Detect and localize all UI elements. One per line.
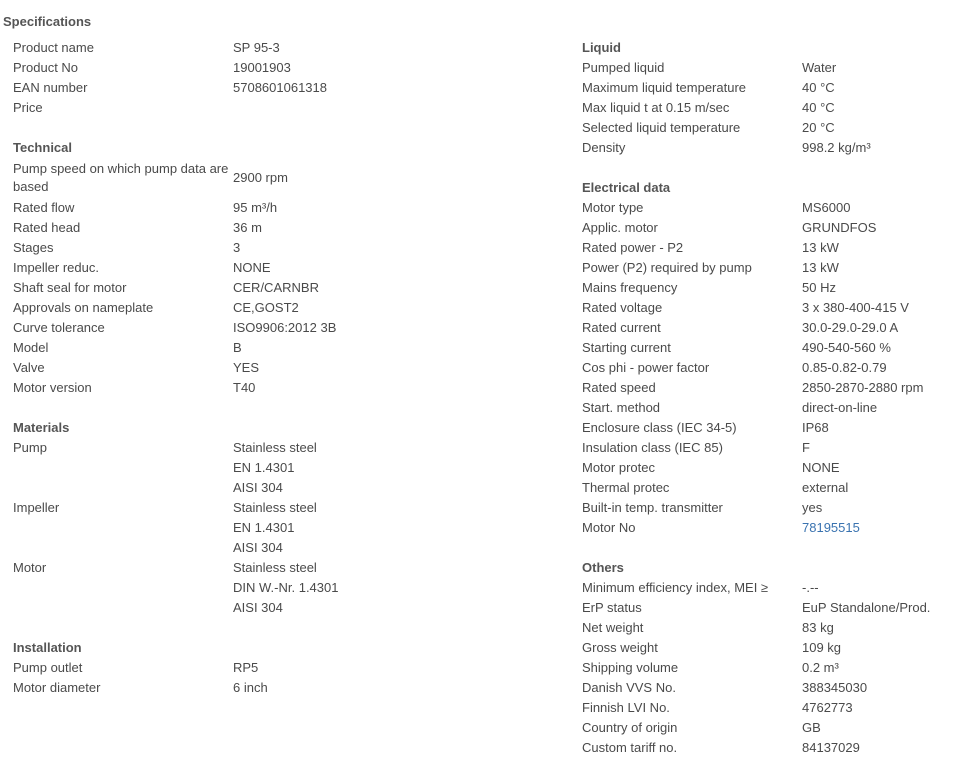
spec-label: Rated power - P2: [582, 240, 684, 255]
spec-label: Motor version: [13, 380, 92, 395]
spec-row-cos-phi-power-factor: [582, 358, 957, 378]
spec-row-motor-no: [582, 518, 957, 538]
spec-values: [802, 198, 850, 218]
spec-row-pump-outlet: [13, 658, 553, 678]
spec-row-country-of-origin: [582, 718, 957, 738]
spec-row-power-p2-required-by-pump: [582, 258, 957, 278]
spec-label: Pump: [13, 440, 47, 455]
spec-value: CER/CARNBR: [233, 280, 319, 295]
spec-values: [802, 378, 923, 398]
spec-row-max-liquid-t-at-0-15-m-sec: [582, 98, 957, 118]
spec-value: [233, 98, 237, 118]
spec-label: Cos phi - power factor: [582, 360, 710, 375]
spec-row-pump: [13, 438, 553, 498]
spec-values: [233, 498, 317, 558]
spec-values: [233, 198, 277, 218]
spec-value: 6 inch: [233, 680, 268, 695]
spec-value-link[interactable]: 78195515: [802, 520, 860, 535]
spec-row-motor-type: [582, 198, 957, 218]
spec-value: 40 °C: [802, 100, 835, 115]
spec-label: Model: [13, 340, 49, 355]
section-heading-others: Others: [582, 560, 624, 575]
spec-row-gross-weight: [582, 638, 957, 658]
spec-row-custom-tariff-no: [582, 738, 957, 758]
spec-label: Start. method: [582, 400, 661, 415]
spec-label: Price: [13, 100, 43, 115]
spec-values: [233, 678, 268, 698]
section-spacer: [13, 618, 553, 638]
right-column: [582, 38, 957, 758]
spec-row-impeller-reduc: [13, 258, 553, 278]
spec-row-selected-liquid-temperature: [582, 118, 957, 138]
spec-row-price: [13, 98, 553, 118]
spec-values: [802, 318, 898, 338]
spec-row-ean-number: [13, 78, 553, 98]
spec-value: AISI 304: [233, 600, 283, 615]
spec-row-rated-power-p2: [582, 238, 957, 258]
spec-value: yes: [802, 500, 823, 515]
spec-values: [233, 438, 317, 498]
spec-label: Shaft seal for motor: [13, 280, 127, 295]
spec-value: CE,GOST2: [233, 300, 299, 315]
spec-label: Rated head: [13, 220, 81, 235]
spec-values: [233, 338, 242, 358]
spec-row-pump-speed-on-which-pump-data-are-based: [13, 158, 553, 198]
spec-values: [233, 238, 240, 258]
spec-row-danish-vvs-no: [582, 678, 957, 698]
spec-value: 3: [233, 240, 241, 255]
spec-value: 36 m: [233, 220, 262, 235]
spec-row-approvals-on-nameplate: [13, 298, 553, 318]
spec-label: Product name: [13, 40, 94, 55]
spec-values: [233, 378, 255, 398]
spec-row-minimum-efficiency-index-mei: [582, 578, 957, 598]
spec-row-built-in-temp-transmitter: [582, 498, 957, 518]
spec-values: [802, 98, 835, 118]
spec-value: ISO9906:2012 3B: [233, 320, 337, 335]
spec-label: Shipping volume: [582, 660, 679, 675]
spec-label: Gross weight: [582, 640, 658, 655]
spec-value: F: [802, 440, 810, 455]
spec-value: GRUNDFOS: [802, 220, 877, 235]
section-heading-technical: Technical: [13, 140, 73, 155]
spec-label: Net weight: [582, 620, 644, 635]
spec-value: 30.0-29.0-29.0 A: [802, 320, 899, 335]
spec-value: Water: [802, 60, 837, 75]
section-spacer: [13, 398, 553, 418]
spec-values: [802, 398, 877, 418]
spec-value: 13 kW: [802, 260, 839, 275]
spec-value: EN 1.4301: [233, 460, 295, 475]
spec-values: [802, 738, 860, 758]
spec-values: [802, 658, 839, 678]
spec-value: Stainless steel: [233, 500, 317, 515]
spec-label: ErP status: [582, 600, 642, 615]
spec-label: Valve: [13, 360, 45, 375]
spec-value: 40 °C: [802, 80, 835, 95]
spec-label: Mains frequency: [582, 280, 678, 295]
spec-values: [802, 338, 891, 358]
spec-values: [802, 238, 839, 258]
spec-label: Danish VVS No.: [582, 680, 676, 695]
spec-row-pumped-liquid: [582, 58, 957, 78]
section-heading-installation: Installation: [13, 640, 82, 655]
spec-values: [802, 118, 835, 138]
spec-values: [802, 258, 839, 278]
spec-values: [233, 318, 336, 338]
spec-row-shaft-seal-for-motor: [13, 278, 553, 298]
spec-value: external: [802, 480, 849, 495]
spec-row-curve-tolerance: [13, 318, 553, 338]
spec-row-finnish-lvi-no: [582, 698, 957, 718]
spec-row-rated-voltage: [582, 298, 957, 318]
spec-label: Approvals on nameplate: [13, 300, 154, 315]
spec-value: GB: [802, 720, 821, 735]
spec-row-motor-diameter: [13, 678, 553, 698]
spec-label: Thermal protec: [582, 480, 670, 495]
spec-row-motor: [13, 558, 553, 618]
spec-label: Max liquid t at 0.15 m/sec: [582, 100, 730, 115]
spec-values: [802, 578, 819, 598]
spec-values: [802, 698, 853, 718]
spec-label: Pump outlet: [13, 660, 83, 675]
spec-row-motor-version: [13, 378, 553, 398]
spec-values: [233, 218, 262, 238]
spec-value: 0.85-0.82-0.79: [802, 360, 887, 375]
spec-value: 490-540-560 %: [802, 340, 891, 355]
spec-value: 83 kg: [802, 620, 834, 635]
spec-values: [233, 278, 319, 298]
spec-values: [802, 638, 841, 658]
spec-label: Rated current: [582, 320, 661, 335]
spec-row-rated-current: [582, 318, 957, 338]
spec-values: [802, 458, 840, 478]
spec-value: NONE: [802, 460, 840, 475]
spec-values: [802, 478, 848, 498]
spec-row-motor-protec: [582, 458, 957, 478]
spec-value: 13 kW: [802, 240, 839, 255]
spec-row-enclosure-class-iec-34-5: [582, 418, 957, 438]
spec-values: [802, 418, 829, 438]
spec-label: Rated flow: [13, 200, 75, 215]
spec-label: Motor diameter: [13, 680, 101, 695]
spec-values: [802, 598, 930, 618]
spec-values: [802, 438, 810, 458]
spec-row-start-method: [582, 398, 957, 418]
spec-values: [802, 298, 909, 318]
section-heading-electrical-data: Electrical data: [582, 180, 671, 195]
spec-values: [233, 58, 291, 78]
spec-row-applic-motor: [582, 218, 957, 238]
spec-value: 19001903: [233, 60, 291, 75]
spec-label: Rated speed: [582, 380, 656, 395]
spec-value: Stainless steel: [233, 560, 317, 575]
spec-value: 84137029: [802, 740, 860, 755]
page-title: Specifications: [3, 14, 92, 29]
spec-label: Impeller: [13, 500, 60, 515]
spec-values: [802, 718, 821, 738]
spec-value: B: [233, 340, 242, 355]
spec-label: Starting current: [582, 340, 671, 355]
spec-values: [233, 38, 280, 58]
spec-row-rated-flow: [13, 198, 553, 218]
spec-values: [233, 658, 258, 678]
spec-row-valve: [13, 358, 553, 378]
spec-value: 2900 rpm: [233, 170, 288, 185]
spec-label: Stages: [13, 240, 54, 255]
spec-value: 388345030: [802, 680, 868, 695]
spec-row-maximum-liquid-temperature: [582, 78, 957, 98]
spec-value: MS6000: [802, 200, 851, 215]
spec-row-product-no: [13, 58, 553, 78]
spec-value: AISI 304: [233, 480, 283, 495]
spec-label: Enclosure class (IEC 34-5): [582, 420, 737, 435]
spec-value: IP68: [802, 420, 829, 435]
spec-label: Power (P2) required by pump: [582, 260, 752, 275]
spec-value: 20 °C: [802, 120, 835, 135]
spec-value: EN 1.4301: [233, 520, 295, 535]
spec-value: 2850-2870-2880 rpm: [802, 380, 924, 395]
spec-value: T40: [233, 380, 256, 395]
spec-row-model: [13, 338, 553, 358]
spec-label: Motor type: [582, 200, 644, 215]
spec-value: direct-on-line: [802, 400, 878, 415]
spec-label: Minimum efficiency index, MEI ≥: [582, 580, 769, 595]
spec-label: Impeller reduc.: [13, 260, 99, 275]
spec-row-mains-frequency: [582, 278, 957, 298]
spec-value: Stainless steel: [233, 440, 317, 455]
spec-row-stages: [13, 238, 553, 258]
spec-label: Country of origin: [582, 720, 678, 735]
spec-values: [802, 58, 836, 78]
spec-row-impeller: [13, 498, 553, 558]
left-column: [13, 38, 553, 698]
spec-values: [802, 498, 822, 518]
spec-label: Pumped liquid: [582, 60, 665, 75]
spec-label: Product No: [13, 60, 79, 75]
spec-values: [802, 678, 867, 698]
spec-row-rated-speed: [582, 378, 957, 398]
spec-value: 5708601061318: [233, 80, 327, 95]
spec-values: [233, 558, 338, 618]
spec-value: EuP Standalone/Prod.: [802, 600, 931, 615]
spec-label: Selected liquid temperature: [582, 120, 741, 135]
section-spacer: [582, 158, 957, 178]
section-heading-materials: Materials: [13, 420, 70, 435]
spec-label: Motor No: [582, 520, 636, 535]
spec-values: [233, 78, 327, 98]
spec-row-net-weight: [582, 618, 957, 638]
spec-value: DIN W.-Nr. 1.4301: [233, 580, 339, 595]
spec-value: 95 m³/h: [233, 200, 278, 215]
spec-row-erp-status: [582, 598, 957, 618]
section-spacer: [13, 118, 553, 138]
spec-value: 4762773: [802, 700, 853, 715]
spec-value: 50 Hz: [802, 280, 836, 295]
spec-label: EAN number: [13, 80, 88, 95]
spec-label: Curve tolerance: [13, 320, 105, 335]
spec-label: Built-in temp. transmitter: [582, 500, 723, 515]
spec-value: 998.2 kg/m³: [802, 140, 871, 155]
spec-label: Motor: [13, 560, 47, 575]
spec-row-shipping-volume: [582, 658, 957, 678]
spec-values: [802, 278, 836, 298]
spec-values: [233, 258, 271, 278]
section-heading-liquid: Liquid: [582, 40, 621, 55]
spec-values: [233, 298, 299, 318]
spec-label: Finnish LVI No.: [582, 700, 670, 715]
spec-value: RP5: [233, 660, 259, 675]
spec-label: Pump speed on which pump data are based: [13, 161, 229, 194]
spec-row-thermal-protec: [582, 478, 957, 498]
spec-values: [233, 358, 259, 378]
spec-value: 109 kg: [802, 640, 842, 655]
spec-row-rated-head: [13, 218, 553, 238]
spec-values: [802, 78, 835, 98]
spec-label: Motor protec: [582, 460, 655, 475]
spec-values: [233, 168, 288, 188]
spec-label: Applic. motor: [582, 220, 658, 235]
section-spacer: [582, 538, 957, 558]
spec-value: 3 x 380-400-415 V: [802, 300, 909, 315]
spec-value: 0.2 m³: [802, 660, 839, 675]
spec-label: Rated voltage: [582, 300, 663, 315]
spec-values: [802, 218, 876, 238]
spec-value: NONE: [233, 260, 271, 275]
spec-label: Density: [582, 140, 626, 155]
spec-value: -.--: [802, 580, 819, 595]
spec-label: Maximum liquid temperature: [582, 80, 747, 95]
spec-row-product-name: [13, 38, 553, 58]
spec-values: [802, 618, 834, 638]
spec-value: YES: [233, 360, 260, 375]
spec-values: [233, 98, 237, 118]
spec-label: Insulation class (IEC 85): [582, 440, 723, 455]
spec-value: AISI 304: [233, 540, 283, 555]
spec-row-starting-current: [582, 338, 957, 358]
spec-label: Custom tariff no.: [582, 740, 678, 755]
spec-values: [802, 518, 860, 538]
spec-values: [802, 358, 887, 378]
spec-values: [802, 138, 871, 158]
spec-row-insulation-class-iec-85: [582, 438, 957, 458]
spec-value: SP 95-3: [233, 40, 280, 55]
spec-row-density: [582, 138, 957, 158]
